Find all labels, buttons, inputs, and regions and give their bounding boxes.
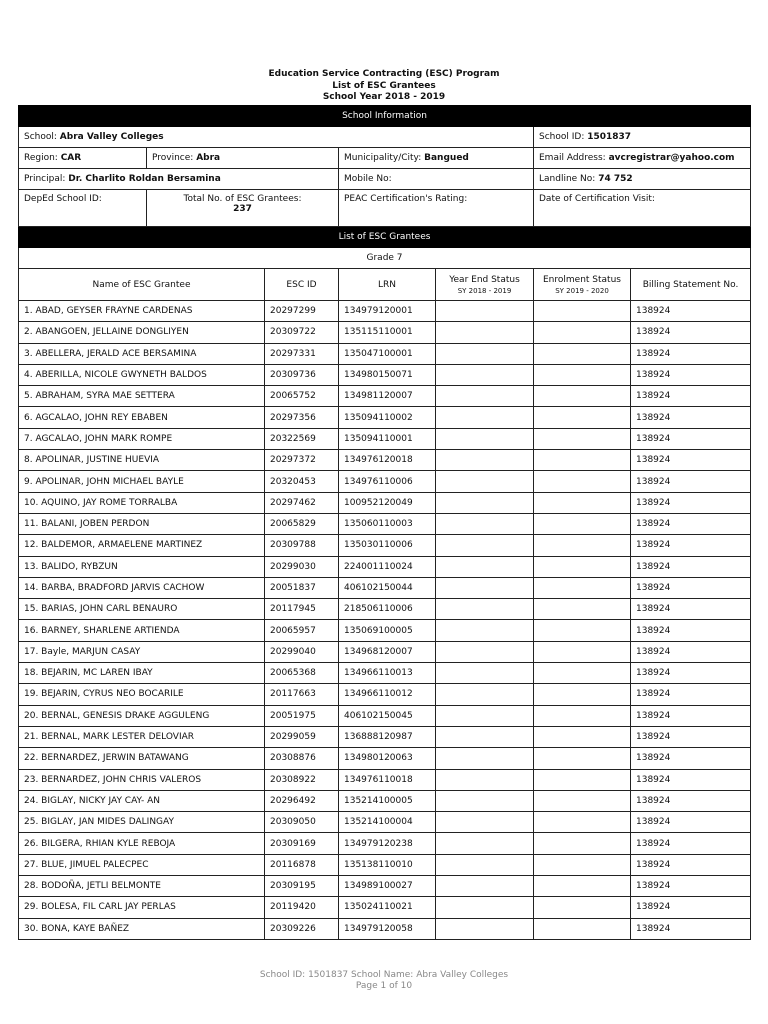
contact-row — [19, 169, 751, 190]
table-row — [19, 556, 751, 577]
year-end-status — [436, 854, 534, 875]
grantee-name: 11. BALANI, JOBEN PERDON — [19, 513, 265, 534]
enrolment-status — [534, 684, 631, 705]
footer-school: School ID: 1501837 School Name: Abra Valley Colleges — [259, 970, 509, 980]
certification-visit-cell: Date of Certification Visit: — [534, 190, 751, 227]
billing-statement-no: 138924 — [631, 620, 751, 641]
col-enrolment: Enrolment Status SY 2019 - 2020 — [534, 269, 631, 301]
table-row — [19, 620, 751, 641]
lrn: 134976110018 — [339, 769, 436, 790]
table-row — [19, 450, 751, 471]
esc-id: 20117945 — [265, 599, 339, 620]
peac-rating-cell: PEAC Certification's Rating: — [339, 190, 534, 227]
year-end-status — [436, 556, 534, 577]
table-row — [19, 471, 751, 492]
esc-id: 20297356 — [265, 407, 339, 428]
year-end-status — [436, 513, 534, 534]
grantee-name: 30. BONA, KAYE BAÑEZ — [19, 918, 265, 939]
esc-id: 20117663 — [265, 684, 339, 705]
enrolment-status — [534, 663, 631, 684]
grantee-name: 24. BIGLAY, NICKY JAY CAY- AN — [19, 790, 265, 811]
table-row — [19, 322, 751, 343]
enrolment-status — [534, 833, 631, 854]
enrolment-status — [534, 513, 631, 534]
year-end-status — [436, 450, 534, 471]
year-end-status — [436, 790, 534, 811]
table-row — [19, 407, 751, 428]
lrn: 134980150071 — [339, 364, 436, 385]
billing-statement-no: 138924 — [631, 577, 751, 598]
table-row — [19, 386, 751, 407]
billing-statement-no: 138924 — [631, 513, 751, 534]
year-end-status — [436, 535, 534, 556]
lrn: 135094110001 — [339, 428, 436, 449]
enrolment-status — [534, 535, 631, 556]
enrolment-status — [534, 428, 631, 449]
table-row — [19, 301, 751, 322]
esc-id: 20296492 — [265, 790, 339, 811]
table-row — [19, 513, 751, 534]
esc-id: 20116878 — [265, 854, 339, 875]
enrolment-status — [534, 364, 631, 385]
enrolment-status — [534, 705, 631, 726]
grantee-name: 19. BEJARIN, CYRUS NEO BOCARILE — [19, 684, 265, 705]
enrolment-status — [534, 641, 631, 662]
lrn: 134979120001 — [339, 301, 436, 322]
esc-id: 20308922 — [265, 769, 339, 790]
table-row — [19, 641, 751, 662]
esc-id: 20299040 — [265, 641, 339, 662]
location-row — [19, 148, 751, 169]
enrolment-status — [534, 556, 631, 577]
enrolment-status — [534, 322, 631, 343]
grantee-name: 4. ABERILLA, NICOLE GWYNETH BALDOS — [19, 364, 265, 385]
province-cell: Province: Abra — [147, 148, 339, 169]
grantee-name: 15. BARIAS, JOHN CARL BENAURO — [19, 599, 265, 620]
lrn: 134989100027 — [339, 876, 436, 897]
col-lrn: LRN — [339, 269, 436, 301]
enrolment-status — [534, 599, 631, 620]
grantee-name: 7. AGCALAO, JOHN MARK ROMPE — [19, 428, 265, 449]
table-row — [19, 428, 751, 449]
enrolment-status — [534, 471, 631, 492]
year-end-status — [436, 705, 534, 726]
enrolment-status — [534, 748, 631, 769]
table-row — [19, 812, 751, 833]
table-row — [19, 364, 751, 385]
billing-statement-no: 138924 — [631, 535, 751, 556]
esc-id: 20320453 — [265, 471, 339, 492]
region: CAR — [60, 153, 82, 163]
year-end-status — [436, 641, 534, 662]
billing-statement-no: 138924 — [631, 428, 751, 449]
esc-id: 20299030 — [265, 556, 339, 577]
mobile-cell: Mobile No: — [339, 169, 534, 190]
lrn: 406102150044 — [339, 577, 436, 598]
enrolment-status — [534, 301, 631, 322]
esc-id: 20065368 — [265, 663, 339, 684]
year-end-status — [436, 386, 534, 407]
table-row — [19, 684, 751, 705]
billing-statement-no: 138924 — [631, 705, 751, 726]
billing-statement-no: 138924 — [631, 918, 751, 939]
esc-id: 20297299 — [265, 301, 339, 322]
esc-id: 20065829 — [265, 513, 339, 534]
certification-row — [19, 190, 751, 227]
lrn: 136888120987 — [339, 726, 436, 747]
school-id: 1501837 — [587, 132, 632, 142]
year-end-status — [436, 407, 534, 428]
grantee-name: 23. BERNARDEZ, JOHN CHRIS VALEROS — [19, 769, 265, 790]
billing-statement-no: 138924 — [631, 663, 751, 684]
year-end-status — [436, 322, 534, 343]
esc-id: 20297372 — [265, 450, 339, 471]
esc-id: 20309195 — [265, 876, 339, 897]
page-footer — [0, 970, 768, 992]
enrolment-status — [534, 726, 631, 747]
lrn: 135047100001 — [339, 343, 436, 364]
grantee-name: 13. BALIDO, RYBZUN — [19, 556, 265, 577]
grantees-list-header: List of ESC Grantees — [19, 227, 751, 248]
year-end-status — [436, 684, 534, 705]
grantee-name: 6. AGCALAO, JOHN REY EBABEN — [19, 407, 265, 428]
table-row — [19, 790, 751, 811]
document-title — [0, 69, 768, 104]
esc-id: 20309722 — [265, 322, 339, 343]
table-row — [19, 918, 751, 939]
billing-statement-no: 138924 — [631, 301, 751, 322]
enrolment-status — [534, 386, 631, 407]
billing-statement-no: 138924 — [631, 748, 751, 769]
billing-statement-no: 138924 — [631, 322, 751, 343]
billing-statement-no: 138924 — [631, 854, 751, 875]
billing-statement-no: 138924 — [631, 641, 751, 662]
grantee-name: 3. ABELLERA, JERALD ACE BERSAMINA — [19, 343, 265, 364]
esc-id: 20065957 — [265, 620, 339, 641]
enrolment-status — [534, 854, 631, 875]
esc-id: 20065752 — [265, 386, 339, 407]
grantee-name: 9. APOLINAR, JOHN MICHAEL BAYLE — [19, 471, 265, 492]
grantee-name: 5. ABRAHAM, SYRA MAE SETTERA — [19, 386, 265, 407]
lrn: 134976120018 — [339, 450, 436, 471]
program-title: Education Service Contracting (ESC) Program — [268, 69, 500, 79]
lrn: 224001110024 — [339, 556, 436, 577]
school-name: Abra Valley Colleges — [59, 132, 164, 142]
lrn: 134968120007 — [339, 641, 436, 662]
grantee-name: 28. BODOÑA, JETLI BELMONTE — [19, 876, 265, 897]
lrn: 218506110006 — [339, 599, 436, 620]
col-billing: Billing Statement No. — [631, 269, 751, 301]
table-row — [19, 663, 751, 684]
lrn: 134980120063 — [339, 748, 436, 769]
year-end-status — [436, 301, 534, 322]
col-esc-id: ESC ID — [265, 269, 339, 301]
enrolment-status — [534, 812, 631, 833]
school-name-cell: School: Abra Valley Colleges — [19, 127, 534, 148]
grantee-name: 29. BOLESA, FIL CARL JAY PERLAS — [19, 897, 265, 918]
billing-statement-no: 138924 — [631, 599, 751, 620]
grantee-name: 10. AQUINO, JAY ROME TORRALBA — [19, 492, 265, 513]
year-end-status — [436, 726, 534, 747]
esc-id: 20051975 — [265, 705, 339, 726]
total-grantees: 237 — [233, 204, 252, 214]
esc-grantees-sheet — [18, 105, 751, 940]
grantee-name: 8. APOLINAR, JUSTINE HUEVIA — [19, 450, 265, 471]
grantee-name: 17. Bayle, MARJUN CASAY — [19, 641, 265, 662]
esc-id: 20309226 — [265, 918, 339, 939]
school-row — [19, 127, 751, 148]
billing-statement-no: 138924 — [631, 407, 751, 428]
billing-statement-no: 138924 — [631, 833, 751, 854]
lrn: 135030110006 — [339, 535, 436, 556]
year-end-status — [436, 663, 534, 684]
table-row — [19, 897, 751, 918]
year-end-status — [436, 620, 534, 641]
lrn: 135060110003 — [339, 513, 436, 534]
esc-id: 20309736 — [265, 364, 339, 385]
year-end-status — [436, 833, 534, 854]
column-headers — [19, 269, 751, 301]
grantee-name: 21. BERNAL, MARK LESTER DELOVIAR — [19, 726, 265, 747]
table-row — [19, 343, 751, 364]
lrn: 135024110021 — [339, 897, 436, 918]
lrn: 134966110013 — [339, 663, 436, 684]
table-row — [19, 492, 751, 513]
table-row — [19, 577, 751, 598]
year-end-status — [436, 748, 534, 769]
landline: 74 752 — [598, 174, 633, 184]
billing-statement-no: 138924 — [631, 386, 751, 407]
deped-id-cell: DepEd School ID: — [19, 190, 147, 227]
grantee-name: 1. ABAD, GEYSER FRAYNE CARDENAS — [19, 301, 265, 322]
grantee-name: 14. BARBA, BRADFORD JARVIS CACHOW — [19, 577, 265, 598]
municipality-cell: Municipality/City: Bangued — [339, 148, 534, 169]
billing-statement-no: 138924 — [631, 812, 751, 833]
grantee-name: 18. BEJARIN, MC LAREN IBAY — [19, 663, 265, 684]
billing-statement-no: 138924 — [631, 471, 751, 492]
billing-statement-no: 138924 — [631, 790, 751, 811]
esc-id: 20297331 — [265, 343, 339, 364]
landline-cell: Landline No: 74 752 — [534, 169, 751, 190]
year-end-status — [436, 471, 534, 492]
region-cell: Region: CAR — [19, 148, 147, 169]
enrolment-status — [534, 407, 631, 428]
lrn: 135138110010 — [339, 854, 436, 875]
grantee-name: 25. BIGLAY, JAN MIDES DALINGAY — [19, 812, 265, 833]
lrn: 135069100005 — [339, 620, 436, 641]
total-grantees-cell: Total No. of ESC Grantees: 237 — [147, 190, 339, 227]
table-row — [19, 599, 751, 620]
billing-statement-no: 138924 — [631, 364, 751, 385]
billing-statement-no: 138924 — [631, 769, 751, 790]
enrolment-status — [534, 577, 631, 598]
lrn: 100952120049 — [339, 492, 436, 513]
table-row — [19, 833, 751, 854]
grantee-rows — [19, 301, 751, 940]
principal-cell: Principal: Dr. Charlito Roldan Bersamina — [19, 169, 339, 190]
grantee-name: 16. BARNEY, SHARLENE ARTIENDA — [19, 620, 265, 641]
enrolment-status — [534, 918, 631, 939]
enrolment-status — [534, 790, 631, 811]
municipality: Bangued — [424, 153, 469, 163]
esc-id: 20308876 — [265, 748, 339, 769]
esc-id: 20309050 — [265, 812, 339, 833]
enrolment-status — [534, 343, 631, 364]
grade-header: Grade 7 — [19, 248, 751, 269]
enrolment-status — [534, 620, 631, 641]
year-end-status — [436, 918, 534, 939]
lrn: 134966110012 — [339, 684, 436, 705]
esc-id: 20297462 — [265, 492, 339, 513]
lrn: 135115110001 — [339, 322, 436, 343]
school-id-cell: School ID: 1501837 — [534, 127, 751, 148]
lrn: 134979120238 — [339, 833, 436, 854]
province: Abra — [196, 153, 221, 163]
enrolment-status — [534, 897, 631, 918]
table-row — [19, 876, 751, 897]
esc-id: 20309788 — [265, 535, 339, 556]
lrn: 135214100004 — [339, 812, 436, 833]
lrn: 135214100005 — [339, 790, 436, 811]
grantee-name: 22. BERNARDEZ, JERWIN BATAWANG — [19, 748, 265, 769]
email-cell: Email Address: avcregistrar@yahoo.com — [534, 148, 751, 169]
billing-statement-no: 138924 — [631, 726, 751, 747]
year-end-status — [436, 364, 534, 385]
billing-statement-no: 138924 — [631, 684, 751, 705]
lrn: 134979120058 — [339, 918, 436, 939]
table-row — [19, 726, 751, 747]
email: avcregistrar@yahoo.com — [608, 153, 735, 163]
lrn: 406102150045 — [339, 705, 436, 726]
year-end-status — [436, 812, 534, 833]
billing-statement-no: 138924 — [631, 492, 751, 513]
esc-id: 20051837 — [265, 577, 339, 598]
year-end-status — [436, 897, 534, 918]
lrn: 134981120007 — [339, 386, 436, 407]
list-title: List of ESC Grantees — [332, 80, 436, 91]
table-row — [19, 769, 751, 790]
table-row — [19, 705, 751, 726]
billing-statement-no: 138924 — [631, 876, 751, 897]
table-row — [19, 748, 751, 769]
year-end-status — [436, 492, 534, 513]
esc-id: 20299059 — [265, 726, 339, 747]
table-row — [19, 854, 751, 875]
enrolment-status — [534, 450, 631, 471]
grantee-name: 2. ABANGOEN, JELLAINE DONGLIYEN — [19, 322, 265, 343]
year-end-status — [436, 876, 534, 897]
esc-id: 20309169 — [265, 833, 339, 854]
table-row — [19, 535, 751, 556]
col-name: Name of ESC Grantee — [19, 269, 265, 301]
billing-statement-no: 138924 — [631, 556, 751, 577]
year-end-status — [436, 769, 534, 790]
principal: Dr. Charlito Roldan Bersamina — [68, 174, 221, 184]
enrolment-status — [534, 492, 631, 513]
lrn: 135094110002 — [339, 407, 436, 428]
enrolment-status — [534, 769, 631, 790]
billing-statement-no: 138924 — [631, 897, 751, 918]
esc-id: 20119420 — [265, 897, 339, 918]
school-information-header: School Information — [19, 106, 751, 127]
grantee-name: 27. BLUE, JIMUEL PALECPEC — [19, 854, 265, 875]
school-year-title: School Year 2018 - 2019 — [322, 92, 446, 102]
grantee-name: 12. BALDEMOR, ARMAELENE MARTINEZ — [19, 535, 265, 556]
page-number: Page 1 of 10 — [355, 981, 413, 991]
year-end-status — [436, 343, 534, 364]
lrn: 134976110006 — [339, 471, 436, 492]
year-end-status — [436, 599, 534, 620]
esc-id: 20322569 — [265, 428, 339, 449]
year-end-status — [436, 577, 534, 598]
col-year-end: Year End Status SY 2018 - 2019 — [436, 269, 534, 301]
grantee-name: 26. BILGERA, RHIAN KYLE REBOJA — [19, 833, 265, 854]
year-end-status — [436, 428, 534, 449]
billing-statement-no: 138924 — [631, 343, 751, 364]
enrolment-status — [534, 876, 631, 897]
billing-statement-no: 138924 — [631, 450, 751, 471]
grantee-name: 20. BERNAL, GENESIS DRAKE AGGULENG — [19, 705, 265, 726]
